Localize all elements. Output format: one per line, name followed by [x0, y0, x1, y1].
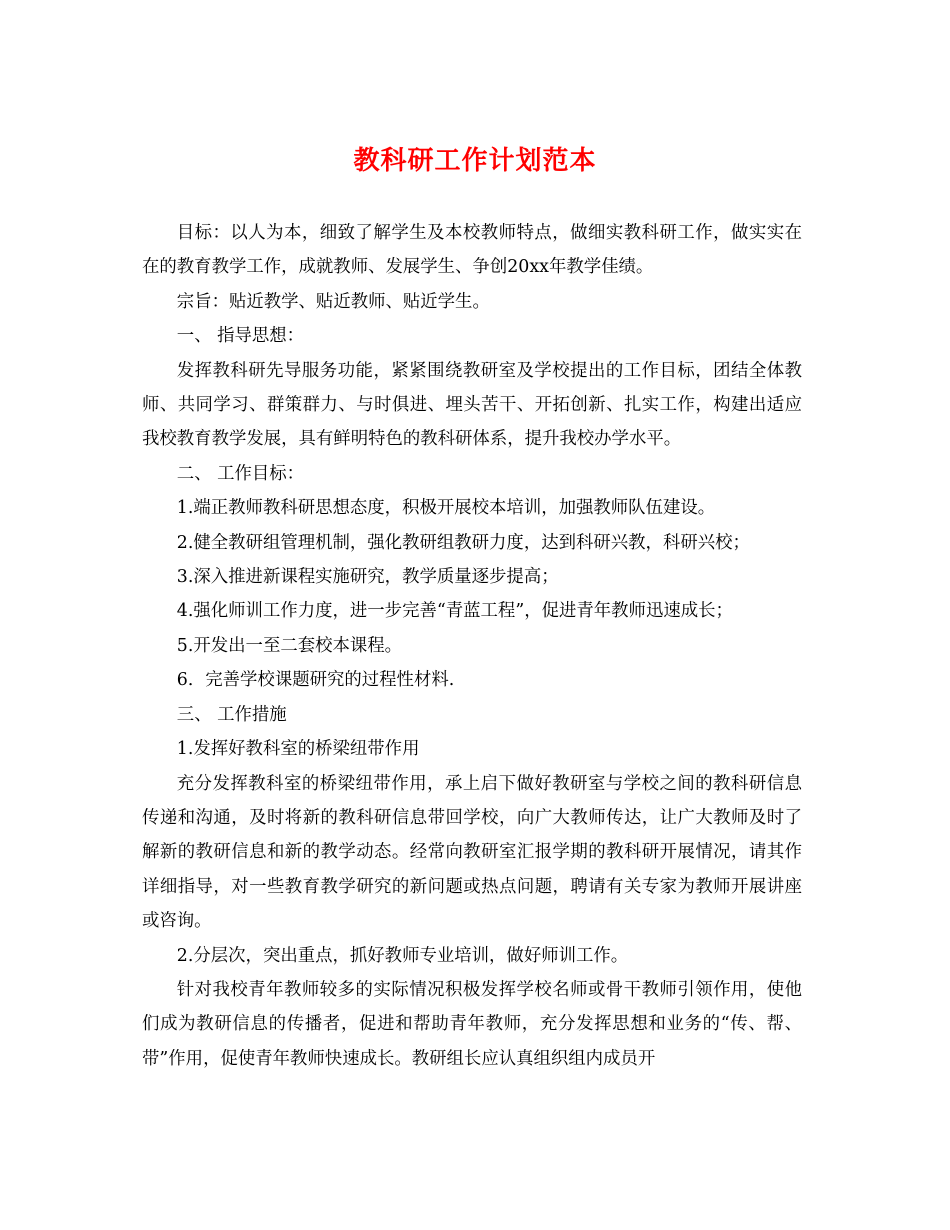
document-body: [142, 216, 802, 1076]
list-item-goal-6: 6．完善学校课题研究的过程性材料.: [176, 670, 455, 691]
paragraph-measure-1: 充分发挥教科室的桥梁纽带作用，承上启下做好教研室与学校之间的教科研信息传递和沟通，及时将新的教科研信息带回学校，向广大教师传达，让广大教师及时了解新的教研信息和新的教学动态。经常向教研室汇报学期的教科研开展情况，请其作详细指导，对一些教育教学研究的新问题或热点问题，聘请有关专家为教师开展讲座或咨询。: [142, 773, 802, 932]
document-title: 教科研工作计划范本: [353, 146, 597, 176]
paragraph-measure-2: 针对我校青年教师较多的实际情况积极发挥学校名师或骨干教师引领作用，使他们成为教研信息的传播者，促进和帮助青年教师，充分发挥思想和业务的“传、帮、带”作用，促使青年教师快速成长。教研组长应认真组织组内成员开: [142, 979, 802, 1069]
paragraph-guiding-idea: 发挥教科研先导服务功能，紧紧围绕教研室及学校提出的工作目标，团结全体教师、共同学习、群策群力、与时俱进、埋头苦干、开拓创新、扎实工作，构建出适应我校教育教学发展，具有鲜明特色的教科研体系，提升我校办学水平。: [142, 360, 802, 450]
list-item-goal-4: 4.强化师训工作力度，进一步完善“青蓝工程”，促进青年教师迅速成长；: [176, 601, 733, 622]
subheading-measure-2: 2.分层次，突出重点，抓好教师专业培训，做好师训工作。: [176, 945, 629, 966]
list-item-goal-5: 5.开发出一至二套校本课程。: [176, 635, 403, 656]
list-item-goal-1: 1.端正教师教科研思想态度，积极开展校本培训，加强教师队伍建设。: [176, 498, 716, 519]
subheading-measure-1: 1.发挥好教科室的桥梁纽带作用: [176, 739, 420, 760]
list-item-goal-2: 2.健全教研组管理机制，强化教研组教研力度，达到科研兴教，科研兴校；: [176, 532, 750, 553]
section-heading-3: 三、 工作措施: [176, 704, 287, 725]
paragraph-goal: 目标：以人为本，细致了解学生及本校教师特点，做细实教科研工作，做实实在在的教育教学工作，成就教师、发展学生、争创20xx年教学佳绩。: [142, 223, 802, 278]
paragraph-purpose: 宗旨：贴近教学、贴近教师、贴近学生。: [176, 291, 490, 312]
section-heading-2: 二、 工作目标：: [176, 463, 305, 484]
list-item-goal-3: 3.深入推进新课程实施研究，教学质量逐步提高；: [176, 567, 559, 588]
section-heading-1: 一、 指导思想：: [176, 326, 305, 347]
